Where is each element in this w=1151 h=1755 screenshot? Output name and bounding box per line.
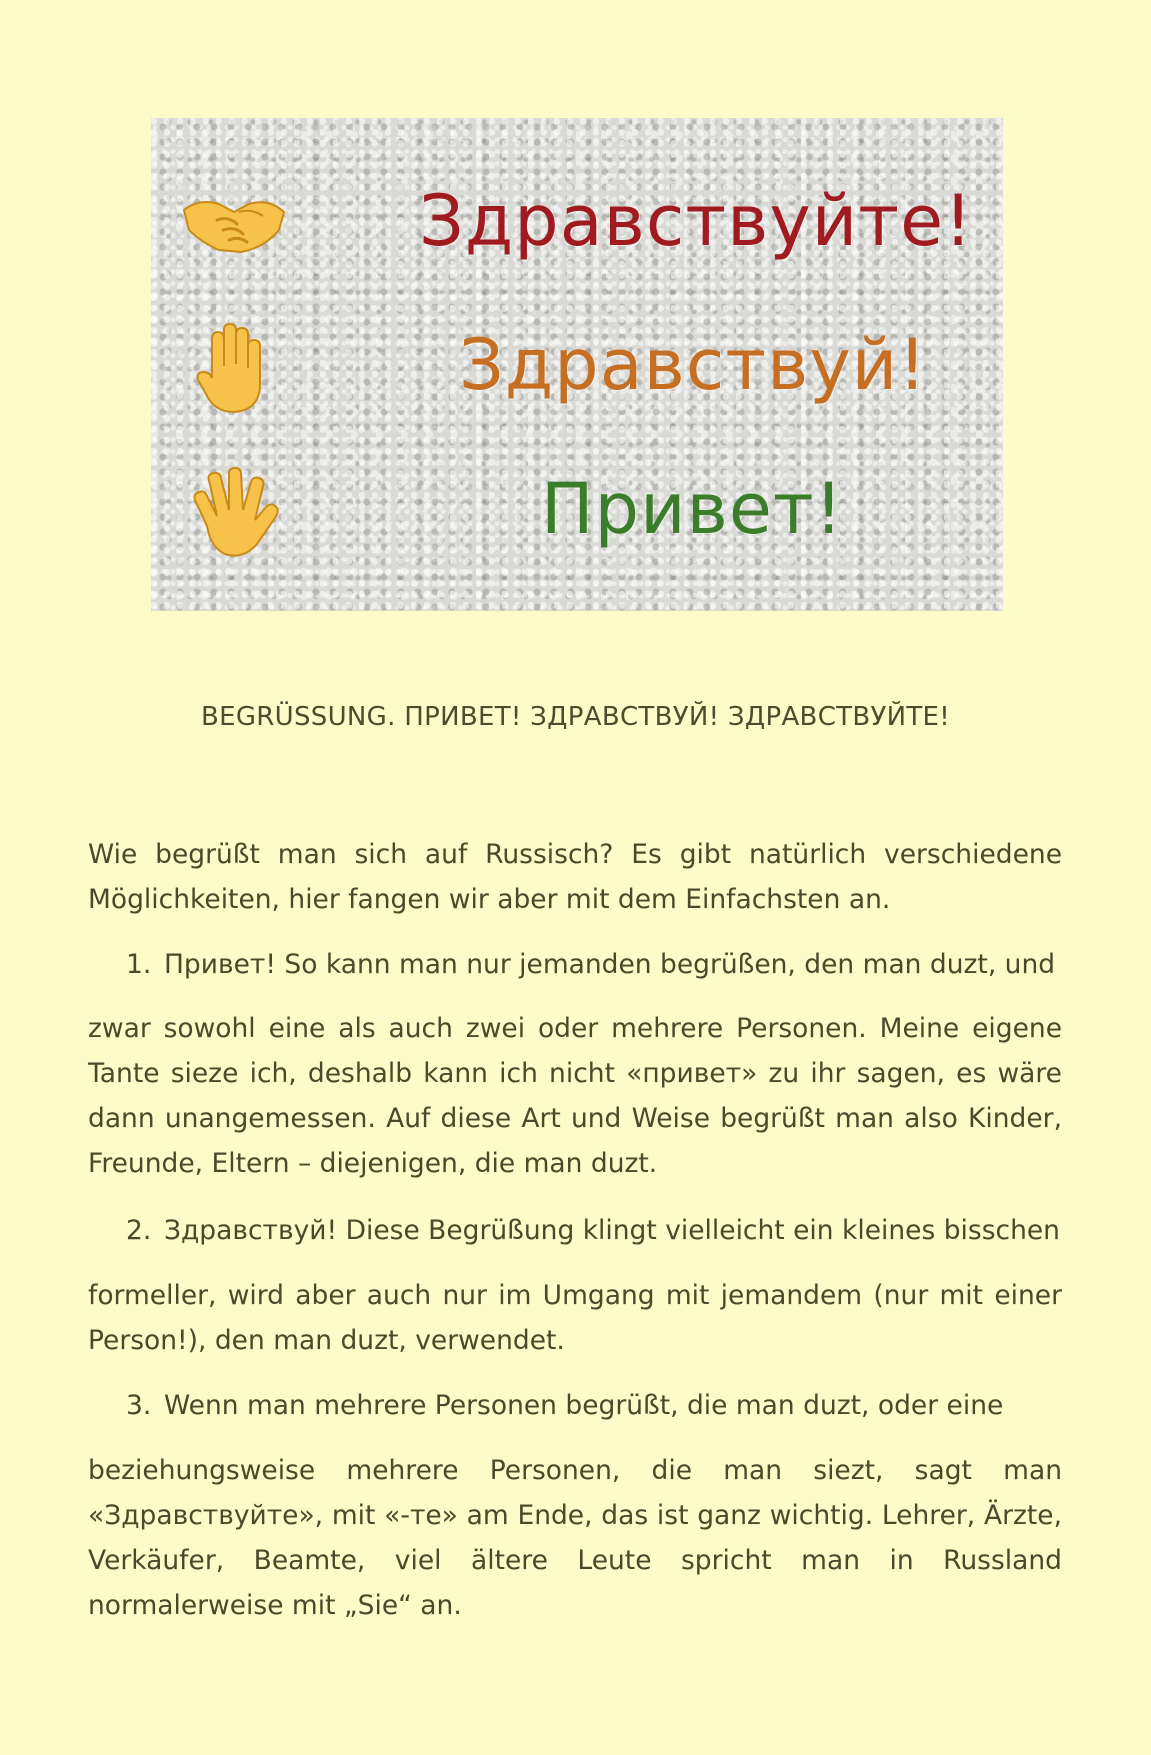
- hero-word-zdravstvuy: Здравствуй!: [459, 324, 928, 406]
- list-item-3-continuation: beziehungsweise mehrere Personen, die man siezt, sagt man «Здравствуйте», mit «-те» am Ende, das ist ganz wichtig. Lehrer, Ärzte, Verkäufer, Beamte, viel ältere Leute spricht man in Russland normalerweise mit „Sie“ an.: [88, 1455, 1062, 1621]
- handshake-icon: [179, 170, 289, 280]
- list-item-1-text: Привет! So kann man nur jemanden begrüßen, den man duzt, und: [164, 949, 1056, 980]
- hero-row-formal: [151, 170, 1003, 280]
- raised-hand-icon: [179, 314, 289, 424]
- list-item-2-first-line: [126, 1208, 1060, 1253]
- hero-word-privet: Привет!: [541, 468, 844, 550]
- waving-hand-icon: [179, 458, 289, 568]
- list-item-3-number: 3.: [126, 1390, 152, 1421]
- list-item-2-number: 2.: [126, 1215, 152, 1246]
- list-item-1-first-line: [126, 942, 1055, 987]
- list-item-3-first-line: [126, 1383, 1003, 1428]
- list-item-1-number: 1.: [126, 949, 152, 980]
- hero-word-zdravstvuyte: Здравствуйте!: [419, 180, 974, 262]
- intro-paragraph: Wie begrüßt man sich auf Russisch? Es gibt natürlich verschiedene Möglichkeiten, hier fangen wir aber mit dem Einfachsten an.: [88, 839, 1062, 915]
- list-item-2-continuation: formeller, wird aber auch nur im Umgang mit jemandem (nur mit einer Person!), den man duzt, verwendet.: [88, 1280, 1062, 1356]
- list-item-3-text: Wenn man mehrere Personen begrüßt, die man duzt, oder eine: [164, 1390, 1004, 1421]
- list-item-1-continuation: zwar sowohl eine als auch zwei oder mehrere Personen. Meine eigene Tante sieze ich, deshalb kann ich nicht «привет» zu ihr sagen, es wäre dann unangemessen. Auf diese Art und Weise begrüßt man also Kinder, Freunde, Eltern – diejenigen, die man duzt.: [88, 1013, 1062, 1179]
- hero-row-informal: [151, 314, 1003, 424]
- hero-row-casual: [151, 458, 1003, 568]
- list-item-2-text: Здравствуй! Diese Begrüßung klingt vielleicht ein kleines bisschen: [164, 1215, 1060, 1246]
- greeting-illustration: [151, 118, 1003, 611]
- page-title: BEGRÜSSUNG. ПРИВЕТ! ЗДРАВСТВУЙ! ЗДРАВСТВУЙТЕ!: [200, 702, 950, 732]
